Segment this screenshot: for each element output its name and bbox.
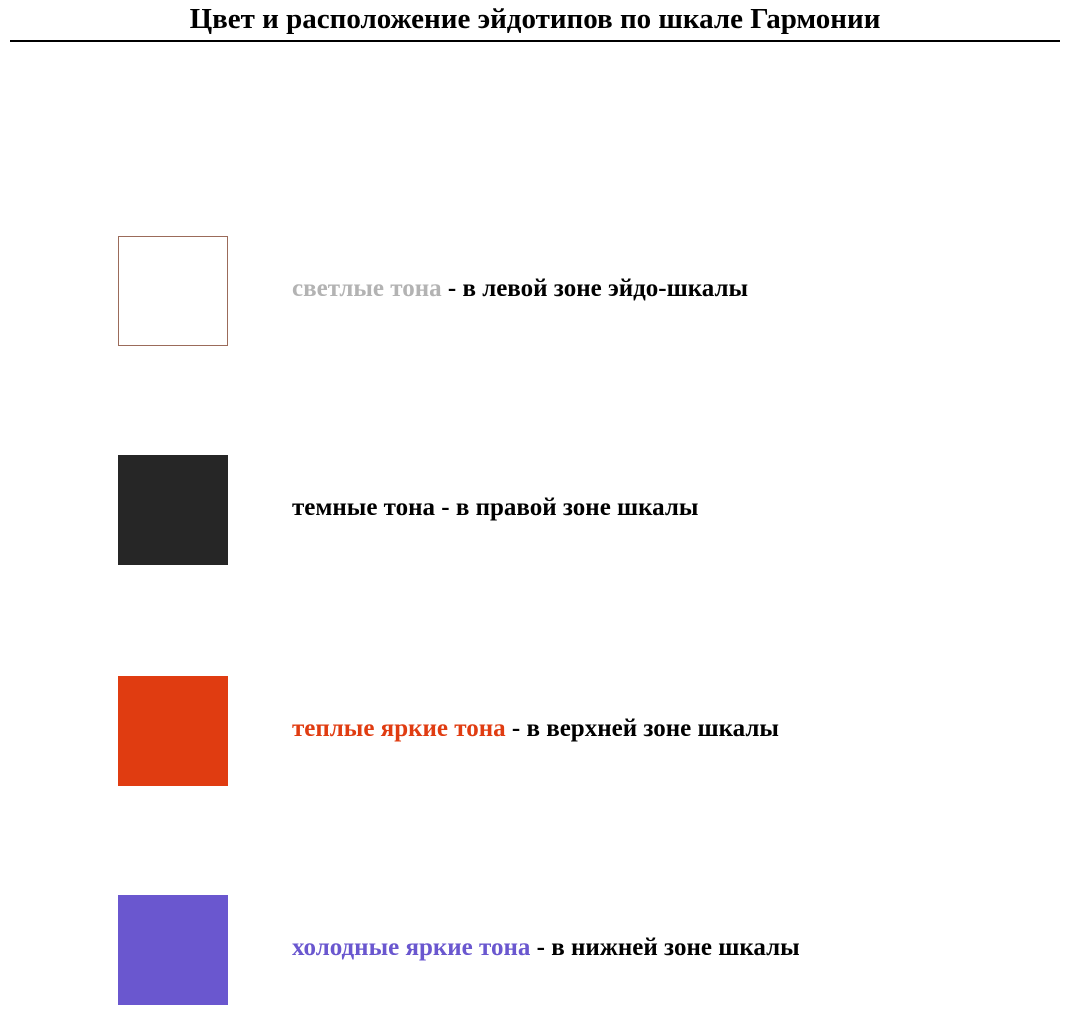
tone-label-dark: темные тона bbox=[292, 494, 436, 521]
list-item bbox=[0, 455, 1070, 575]
description-dark: в правой зоне шкалы bbox=[455, 494, 699, 521]
legend-text-cool bbox=[292, 933, 800, 963]
separator-cool: - bbox=[530, 934, 552, 961]
legend-text-warm bbox=[292, 714, 779, 744]
separator-warm: - bbox=[505, 715, 527, 742]
separator-light: - bbox=[441, 275, 463, 302]
list-item bbox=[0, 236, 1070, 356]
separator-dark: - bbox=[435, 494, 456, 521]
color-swatch-warm bbox=[118, 676, 228, 786]
description-light: в левой зоне эйдо-шкалы bbox=[462, 275, 749, 302]
list-item bbox=[0, 676, 1070, 796]
color-swatch-light bbox=[118, 236, 228, 346]
color-swatch-dark bbox=[118, 455, 228, 565]
legend-text-light bbox=[292, 274, 748, 304]
description-warm: в верхней зоне шкалы bbox=[526, 715, 779, 742]
description-cool: в нижней зоне шкалы bbox=[551, 934, 800, 961]
color-swatch-cool bbox=[118, 895, 228, 1005]
list-item bbox=[0, 895, 1070, 1015]
tone-label-warm: теплые яркие тона bbox=[292, 715, 506, 742]
tone-label-cool: холодные яркие тона bbox=[292, 934, 531, 961]
legend-text-dark bbox=[292, 493, 698, 523]
tone-label-light: светлые тона bbox=[292, 275, 442, 302]
page-title: Цвет и расположение эйдотипов по шкале Гармонии bbox=[189, 3, 881, 35]
